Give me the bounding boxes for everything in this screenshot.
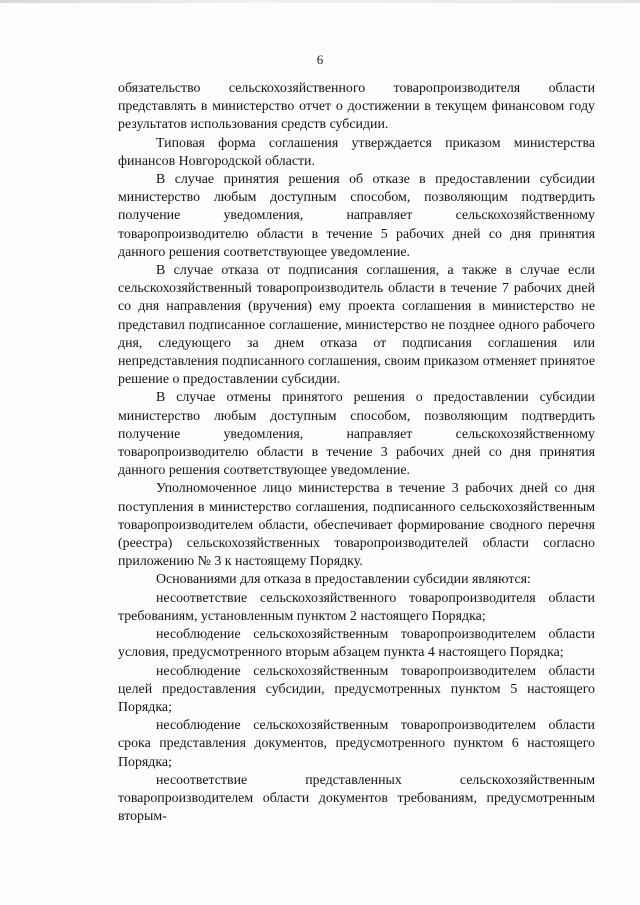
page-number: 6 bbox=[316, 52, 324, 67]
paragraph: В случае отказа от подписания соглашения, а также в случае если сельскохозяйственный товаропроизводитель области в течение 7 рабочих дней со дня направления (вручения) ему проекта соглашения в министерство не представил подписанное соглашение, министерство не позднее одного рабочего дня, следующего за днем отказа от подписания соглашения или непредставления подписанного соглашения, своим приказом отменяет принятое решение о предоставлении субсидии. bbox=[118, 263, 595, 388]
paragraph-continuation: обязательство сельскохозяйственного товаропроизводителя области представлять в министерство отчет о достижении в текущем финансовом году результатов использования средств субсидии. bbox=[118, 81, 595, 133]
list-item: несоблюдение сельскохозяйственным товаропроизводителем области условия, предусмотренного вторым абзацем пункта 4 настоящего Порядка; bbox=[118, 627, 595, 661]
list-item: несоблюдение сельскохозяйственным товаропроизводителем области срока представления документов, предусмотренного пунктом 6 настоящего Порядка; bbox=[118, 718, 595, 770]
paragraph: В случае принятия решения об отказе в предоставлении субсидии министерство любым доступным способом, позволяющим подтвердить получение уведомления, направляет сельскохозяйственному товаропроизводителю области в течение 5 рабочих дней со дня принятия данного решения соответствующее уведомление. bbox=[118, 172, 595, 260]
paragraph: Уполномоченное лицо министерства в течение 3 рабочих дней со дня поступления в министерство соглашения, подписанного сельскохозяйственным товаропроизводителем области, обеспечивает формирование сводного перечня (реестра) сельскохозяйственных товаропроизводителей области согласно приложению № 3 к настоящему Порядку. bbox=[118, 481, 595, 570]
list-item: несоблюдение сельскохозяйственным товаропроизводителем области целей предоставления субсидии, предусмотренных пунктом 5 настоящего Порядка; bbox=[118, 663, 595, 715]
list-item: несоответствие сельскохозяйственного товаропроизводителя области требованиям, установленным пунктом 2 настоящего Порядка; bbox=[118, 590, 595, 624]
body-text bbox=[118, 80, 595, 826]
paragraph: Основаниями для отказа в предоставлении субсидии являются: bbox=[156, 572, 531, 588]
list-item: несоответствие представленных сельскохозяйственным товаропроизводителем области документов требованиям, предусмотренным вторым- bbox=[118, 772, 595, 825]
scan-edge-shadow bbox=[0, 0, 640, 3]
paragraph: Типовая форма соглашения утверждается приказом министерства финансов Новгородской области. bbox=[118, 135, 595, 169]
paragraph: В случае отмены принятого решения о предоставлении субсидии министерство любым доступным способом, позволяющим подтвердить получение уведомления, направляет сельскохозяйственному товаропроизводителю области в течение 3 рабочих дней со дня принятия данного решения соответствующее уведомление. bbox=[118, 390, 595, 479]
